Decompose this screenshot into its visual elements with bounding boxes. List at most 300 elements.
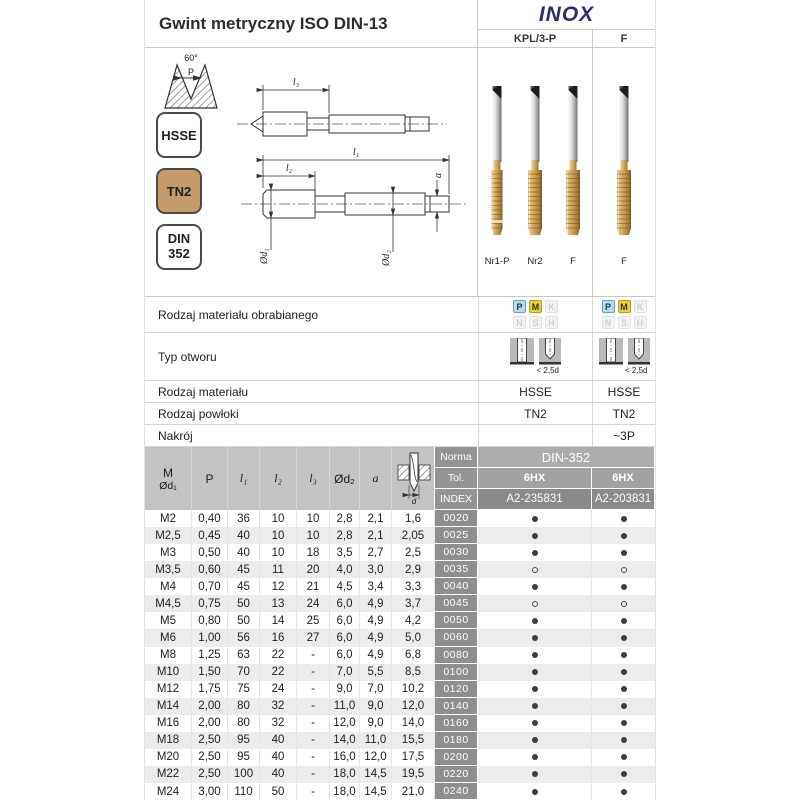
col-header-d2: Ød₂ (330, 447, 360, 510)
coating-badge-tn2 (156, 168, 202, 214)
filled-dot-icon (532, 652, 538, 658)
availability-kpl (478, 647, 592, 664)
col-m: M2 (145, 510, 192, 527)
col-d2: 6,0 (330, 629, 360, 646)
filled-dot-icon (621, 737, 627, 743)
norma-value: DIN-352 (478, 447, 655, 468)
col-l2: 16 (260, 629, 297, 646)
availability-f (592, 629, 655, 646)
technical-drawing (207, 52, 479, 292)
col-l3: 21 (297, 578, 330, 595)
col-l3: 27 (297, 629, 330, 646)
col-d2: 2,8 (330, 527, 360, 544)
col-header-a: a (360, 447, 392, 510)
open-circle-icon (621, 601, 627, 607)
col-a: 4,9 (360, 612, 392, 629)
material-group-badge-n: N (602, 316, 615, 329)
table-row-m4 (145, 578, 655, 595)
col-a: 2,1 (360, 527, 392, 544)
col-p: 2,50 (192, 749, 228, 766)
index-cell: 0240 (435, 783, 478, 800)
availability-f (592, 732, 655, 749)
table-row-m3 (145, 544, 655, 561)
col-l1: 95 (228, 732, 260, 749)
index-code-f: A2-203831 (592, 489, 655, 510)
index-cell: 0025 (435, 527, 478, 544)
col-d2: 18,0 (330, 783, 360, 800)
material-group-badge-k: K (634, 300, 647, 313)
col-p: 1,50 (192, 664, 228, 681)
availability-kpl (478, 698, 592, 715)
hole-type-label: Typ otworu (158, 349, 217, 364)
table-row-m22 (145, 766, 655, 783)
tap-caption: F (621, 256, 627, 267)
norm-badge-din352 (156, 224, 202, 270)
filled-dot-icon (621, 686, 627, 692)
col-drill: 10,2 (392, 681, 435, 698)
tap-caption: Nr1-P (484, 256, 510, 267)
material-badge-label: HSSE (161, 127, 197, 143)
col-drill: 14,0 (392, 715, 435, 732)
col-l3: - (297, 715, 330, 732)
material-group-badge-h: H (634, 316, 647, 329)
header-right (478, 0, 655, 47)
col-m: M14 (145, 698, 192, 715)
gallery-row (145, 48, 655, 297)
col-m: M24 (145, 783, 192, 800)
table-row-m16 (145, 715, 655, 732)
svg-text:l₂: l₂ (285, 163, 293, 174)
col-l1: 50 (228, 612, 260, 629)
material-group-badge-k: K (545, 300, 558, 313)
tolerance-value-f: 6HX (592, 468, 655, 489)
col-m: M4 (145, 578, 192, 595)
col-l1: 75 (228, 681, 260, 698)
availability-f (592, 544, 655, 561)
tolerance-value-kpl: 6HX (478, 468, 592, 489)
col-l1: 45 (228, 578, 260, 595)
filled-dot-icon (532, 720, 538, 726)
machined-material-f (592, 297, 655, 332)
open-circle-icon (532, 601, 538, 607)
col-l3: 18 (297, 544, 330, 561)
machined-material-kpl (478, 297, 592, 332)
variant-row (478, 30, 655, 47)
index-cell: 0040 (435, 578, 478, 595)
col-l1: 56 (228, 629, 260, 646)
col-m: M12 (145, 681, 192, 698)
col-p: 0,70 (192, 578, 228, 595)
availability-kpl (478, 783, 592, 800)
norm-badge-line1: DIN (167, 231, 191, 247)
index-label: INDEX (435, 489, 478, 510)
tap-photo-nr1p (478, 82, 516, 267)
column-header-kpl3p: KPL/3-P (513, 32, 557, 45)
availability-f (592, 664, 655, 681)
availability-kpl (478, 561, 592, 578)
material-group-badge-p: P (602, 300, 615, 313)
filled-dot-icon (532, 737, 538, 743)
col-d2: 18,0 (330, 766, 360, 783)
col-a: 9,0 (360, 715, 392, 732)
filled-dot-icon (621, 618, 627, 624)
table-row-m8 (145, 647, 655, 664)
brand-inox: INOX (478, 0, 655, 30)
col-a: 3,4 (360, 578, 392, 595)
filled-dot-icon (621, 652, 627, 658)
col-m: M2,5 (145, 527, 192, 544)
svg-text:Ød₁: Ød₁ (259, 248, 270, 264)
filled-dot-icon (532, 669, 538, 675)
chamfer-row (145, 425, 655, 447)
col-drill: 6,8 (392, 647, 435, 664)
col-p: 1,25 (192, 647, 228, 664)
col-m: M18 (145, 732, 192, 749)
col-l3: - (297, 749, 330, 766)
filled-dot-icon (621, 516, 627, 522)
availability-f (592, 783, 655, 800)
col-l1: 40 (228, 527, 260, 544)
svg-text:d: d (411, 496, 416, 506)
col-l3: - (297, 647, 330, 664)
norma-label: Norma (435, 447, 478, 468)
col-m: M3,5 (145, 561, 192, 578)
col-d2: 3,5 (330, 544, 360, 561)
material-group-badge-m: M (529, 300, 542, 313)
col-d2: 4,0 (330, 561, 360, 578)
col-a: 2,1 (360, 510, 392, 527)
tap-image (478, 82, 516, 250)
col-a: 3,0 (360, 561, 392, 578)
col-p: 2,00 (192, 715, 228, 732)
col-d2: 6,0 (330, 647, 360, 664)
col-p: 1,75 (192, 681, 228, 698)
tap-photo-f (605, 82, 643, 267)
table-row-m10 (145, 664, 655, 681)
col-l2: 13 (260, 595, 297, 612)
tap-caption: Nr2 (527, 256, 543, 267)
col-l1: 50 (228, 595, 260, 612)
col-drill: 21,0 (392, 783, 435, 800)
col-drill: 2,9 (392, 561, 435, 578)
index-cell: 0080 (435, 647, 478, 664)
table-row-m3_5 (145, 561, 655, 578)
col-l1: 80 (228, 698, 260, 715)
col-l2: 10 (260, 544, 297, 561)
filled-dot-icon (532, 550, 538, 556)
svg-text:60°: 60° (184, 53, 198, 63)
availability-f (592, 749, 655, 766)
material-group-badge-p: P (513, 300, 526, 313)
coating-value-kpl: TN2 (478, 403, 592, 424)
col-m: M5 (145, 612, 192, 629)
col-l3: - (297, 732, 330, 749)
filled-dot-icon (621, 771, 627, 777)
filled-dot-icon (532, 516, 538, 522)
col-drill: 1,6 (392, 510, 435, 527)
page-title: Gwint metryczny ISO DIN-13 (159, 13, 388, 33)
chamfer-value-kpl (478, 425, 592, 446)
size-header-d1: Ød₁ (159, 479, 177, 492)
col-m: M6 (145, 629, 192, 646)
filled-dot-icon (621, 584, 627, 590)
col-d2: 11,0 (330, 698, 360, 715)
col-d2: 12,0 (330, 715, 360, 732)
coating-label: Rodzaj powłoki (158, 406, 239, 421)
index-cell: 0020 (435, 510, 478, 527)
col-d2: 14,0 (330, 732, 360, 749)
open-circle-icon (621, 567, 627, 573)
availability-kpl (478, 629, 592, 646)
availability-f (592, 578, 655, 595)
col-p: 2,50 (192, 766, 228, 783)
availability-kpl (478, 766, 592, 783)
index-cell: 0180 (435, 732, 478, 749)
col-l3: 25 (297, 612, 330, 629)
col-p: 0,40 (192, 510, 228, 527)
through-hole-icon (510, 338, 534, 365)
col-drill: 19,5 (392, 766, 435, 783)
col-d2: 6,0 (330, 612, 360, 629)
availability-kpl (478, 544, 592, 561)
filled-dot-icon (532, 618, 538, 624)
filled-dot-icon (532, 703, 538, 709)
filled-dot-icon (532, 754, 538, 760)
col-a: 14,5 (360, 766, 392, 783)
filled-dot-icon (532, 533, 538, 539)
col-a: 12,0 (360, 749, 392, 766)
availability-f (592, 681, 655, 698)
hole-type-f (592, 333, 655, 380)
column-header-f: F (592, 30, 655, 47)
svg-text:Ød₂: Ød₂ (381, 250, 392, 266)
index-cell: 0060 (435, 629, 478, 646)
col-p: 0,60 (192, 561, 228, 578)
col-l3: - (297, 783, 330, 800)
material-group-badge-s: S (618, 316, 631, 329)
availability-kpl (478, 527, 592, 544)
availability-kpl (478, 664, 592, 681)
availability-f (592, 510, 655, 527)
col-p: 0,80 (192, 612, 228, 629)
availability-f (592, 698, 655, 715)
header-row (145, 0, 655, 48)
drill-diameter-icon (396, 451, 432, 507)
col-l1: 63 (228, 647, 260, 664)
svg-text:l₁: l₁ (352, 147, 360, 158)
col-m: M20 (145, 749, 192, 766)
col-a: 4,9 (360, 629, 392, 646)
blind-hole-caption: < 2,5d (625, 366, 648, 375)
coating-value-f: TN2 (592, 403, 655, 424)
material-row (145, 381, 655, 403)
col-header-l3: l₃ (297, 447, 330, 510)
tap-caption: F (570, 256, 576, 267)
col-l3: 20 (297, 561, 330, 578)
col-p: 1,00 (192, 629, 228, 646)
col-header-size (145, 447, 192, 510)
col-drill: 8,5 (392, 664, 435, 681)
col-p: 0,50 (192, 544, 228, 561)
col-m: M22 (145, 766, 192, 783)
col-drill: 12,0 (392, 698, 435, 715)
machined-material-label: Rodzaj materiału obrabianego (158, 307, 319, 322)
col-drill: 3,3 (392, 578, 435, 595)
col-a: 11,0 (360, 732, 392, 749)
col-l1: 80 (228, 715, 260, 732)
filled-dot-icon (621, 635, 627, 641)
col-m: M16 (145, 715, 192, 732)
col-a: 2,7 (360, 544, 392, 561)
col-p: 2,00 (192, 698, 228, 715)
hole-type-row (145, 333, 655, 381)
col-l2: 32 (260, 698, 297, 715)
col-l2: 40 (260, 732, 297, 749)
material-value-kpl: HSSE (478, 381, 592, 402)
material-badge-hsse (156, 112, 202, 158)
index-cell: 0160 (435, 715, 478, 732)
norm-badge-line2: 352 (168, 246, 190, 261)
col-l3: 24 (297, 595, 330, 612)
table-header (145, 447, 655, 510)
availability-kpl (478, 749, 592, 766)
col-l2: 22 (260, 647, 297, 664)
index-cell: 0035 (435, 561, 478, 578)
chamfer-label: Nakrój (158, 428, 193, 443)
tap-photos-kpl (478, 48, 592, 296)
tap-image (554, 82, 592, 250)
tap-image (516, 82, 554, 250)
availability-f (592, 715, 655, 732)
table-row-m6 (145, 629, 655, 646)
catalog-sheet (144, 0, 656, 800)
col-drill: 4,2 (392, 612, 435, 629)
table-row-m18 (145, 732, 655, 749)
col-p: 0,75 (192, 595, 228, 612)
col-drill: 17,5 (392, 749, 435, 766)
col-l1: 45 (228, 561, 260, 578)
col-a: 4,9 (360, 595, 392, 612)
index-cell: 0220 (435, 766, 478, 783)
col-d2: 7,0 (330, 664, 360, 681)
col-l2: 40 (260, 749, 297, 766)
col-d2: 4,5 (330, 578, 360, 595)
col-p: 3,00 (192, 783, 228, 800)
filled-dot-icon (621, 720, 627, 726)
availability-kpl (478, 510, 592, 527)
col-drill: 2,5 (392, 544, 435, 561)
index-cell: 0030 (435, 544, 478, 561)
col-l3: - (297, 681, 330, 698)
availability-f (592, 766, 655, 783)
index-cell: 0045 (435, 595, 478, 612)
col-l1: 40 (228, 544, 260, 561)
availability-f (592, 612, 655, 629)
availability-kpl (478, 715, 592, 732)
tolerance-label: Tol. (435, 468, 478, 489)
filled-dot-icon (532, 635, 538, 641)
svg-text:P: P (187, 67, 195, 77)
col-l3: - (297, 766, 330, 783)
table-row-m2_5 (145, 527, 655, 544)
col-header-l2: l₂ (260, 447, 297, 510)
index-cell: 0200 (435, 749, 478, 766)
col-drill: 2,05 (392, 527, 435, 544)
chamfer-value-f: ~3P (592, 425, 655, 446)
col-a: 5,5 (360, 664, 392, 681)
material-group-badge-m: M (618, 300, 631, 313)
material-label: Rodzaj materiału (158, 384, 249, 399)
filled-dot-icon (532, 771, 538, 777)
filled-dot-icon (532, 686, 538, 692)
index-cell: 0050 (435, 612, 478, 629)
col-l1: 36 (228, 510, 260, 527)
col-l2: 24 (260, 681, 297, 698)
col-l2: 12 (260, 578, 297, 595)
col-drill: 15,5 (392, 732, 435, 749)
filled-dot-icon (621, 754, 627, 760)
col-drill: 3,7 (392, 595, 435, 612)
col-l3: 10 (297, 510, 330, 527)
col-l2: 14 (260, 612, 297, 629)
tap-photos-f (592, 48, 655, 296)
col-l1: 100 (228, 766, 260, 783)
badge-column (156, 50, 204, 280)
col-l3: - (297, 698, 330, 715)
index-cell: 0120 (435, 681, 478, 698)
filled-dot-icon (621, 789, 627, 795)
col-a: 14,5 (360, 783, 392, 800)
col-a: 4,9 (360, 647, 392, 664)
col-l2: 10 (260, 527, 297, 544)
availability-f (592, 527, 655, 544)
table-row-m2 (145, 510, 655, 527)
col-d2: 9,0 (330, 681, 360, 698)
filled-dot-icon (621, 550, 627, 556)
coating-row (145, 403, 655, 425)
filled-dot-icon (532, 789, 538, 795)
col-l2: 32 (260, 715, 297, 732)
svg-text:l₃: l₃ (292, 77, 300, 88)
col-l2: 50 (260, 783, 297, 800)
filled-dot-icon (621, 703, 627, 709)
availability-f (592, 647, 655, 664)
index-cell: 0100 (435, 664, 478, 681)
col-p: 0,45 (192, 527, 228, 544)
availability-f (592, 561, 655, 578)
hole-type-kpl (478, 333, 592, 380)
open-circle-icon (532, 567, 538, 573)
filled-dot-icon (532, 584, 538, 590)
availability-kpl (478, 732, 592, 749)
col-d2: 6,0 (330, 595, 360, 612)
col-header-drill (392, 447, 435, 510)
spec-table-body (145, 510, 655, 800)
col-a: 7,0 (360, 681, 392, 698)
availability-f (592, 595, 655, 612)
col-l3: 10 (297, 527, 330, 544)
blind-hole-caption: < 2,5d (536, 366, 559, 375)
col-p: 2,50 (192, 732, 228, 749)
col-m: M10 (145, 664, 192, 681)
title-cell (145, 0, 478, 47)
drawing-panel (145, 48, 478, 296)
col-m: M3 (145, 544, 192, 561)
col-d2: 2,8 (330, 510, 360, 527)
availability-kpl (478, 681, 592, 698)
col-l1: 70 (228, 664, 260, 681)
availability-kpl (478, 595, 592, 612)
